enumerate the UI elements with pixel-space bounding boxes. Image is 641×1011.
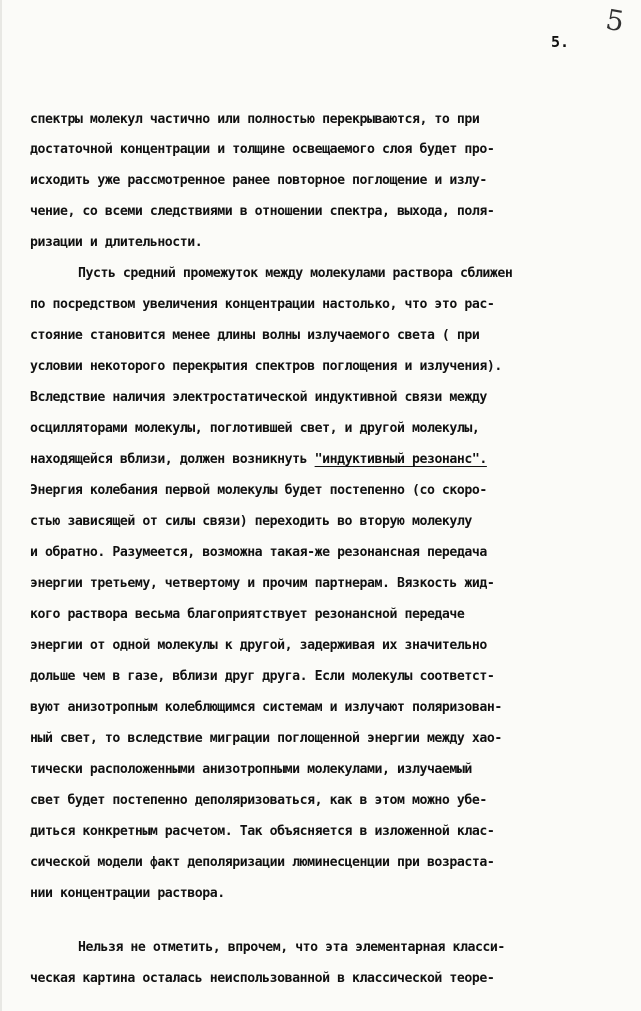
text-line: стояние становится менее длины волны излучаемого света ( при xyxy=(30,328,480,343)
text-line: тически расположенными анизотропными молекулами, излучаемый xyxy=(30,762,472,777)
text-line: спектры молекул частично или полностью перекрываются, то при xyxy=(30,112,480,127)
text-line: достаточной концентрации и толщине освещаемого слоя будет про- xyxy=(30,142,495,157)
text-line: исходить уже рассмотренное ранее повторное поглощение и излу- xyxy=(30,173,487,188)
text-line: сической модели факт деполяризации люминесценции при возраста- xyxy=(30,855,495,870)
text-line: свет будет постепенно деполяризоваться, как в этом можно убе- xyxy=(30,793,487,808)
text-line: Пусть средний промежуток между молекулами раствора сближен xyxy=(78,266,513,281)
text-line: энергии третьему, четвертому и прочим партнерам. Вязкость жид- xyxy=(30,576,495,591)
text-line: ный свет, то вследствие миграции поглощенной энергии между хао- xyxy=(30,731,502,746)
underlined-phrase: "индуктивный резонанс". xyxy=(314,452,487,467)
text-line: стью зависящей от силы связи) переходить во вторую молекулу xyxy=(30,514,472,529)
text-line: дольше чем в газе, вблизи друг друга. Если молекулы соответст- xyxy=(30,669,495,684)
text-line: диться конкретным расчетом. Так объясняется в изложенной клас- xyxy=(30,824,495,839)
text-line: осцилляторами молекулы, поглотившей свет, и другой молекулы, xyxy=(30,421,480,436)
handwritten-page-mark: 5 xyxy=(603,2,627,39)
text-line: ческая картина осталась неиспользованной в классической теоре- xyxy=(30,971,495,986)
page-number: 5. xyxy=(551,33,570,51)
text-line: чение, со всеми следствиями в отношении спектра, выхода, поля- xyxy=(30,204,495,219)
text-line: вуют анизотропным колеблющимся системам и излучают поляризован- xyxy=(30,700,502,715)
text-line: нии концентрации раствора. xyxy=(30,886,225,901)
text-line: условии некоторого перекрытия спектров поглощения и излучения). xyxy=(30,359,502,374)
text-line: и обратно. Разумеется, возможна такая-же резонансная передача xyxy=(30,545,487,560)
text-line: Вследствие наличия электростатической индуктивной связи между xyxy=(30,390,487,405)
text-line: Нельзя не отметить, впрочем, что эта элементарная класси- xyxy=(78,940,505,955)
text-line xyxy=(30,451,487,469)
text-segment: находящейся вблизи, должен возникнуть xyxy=(30,452,315,467)
text-line: ризации и длительности. xyxy=(30,235,203,250)
text-line: Энергия колебания первой молекулы будет постепенно (со скоро- xyxy=(30,483,487,498)
text-line: по посредством увеличения концентрации настолько, что это рас- xyxy=(30,297,495,312)
text-line: кого раствора весьма благоприятствует резонансной передаче xyxy=(30,607,465,622)
text-line: энергии от одной молекулы к другой, задерживая их значительно xyxy=(30,638,487,653)
scan-edge xyxy=(0,0,2,1011)
